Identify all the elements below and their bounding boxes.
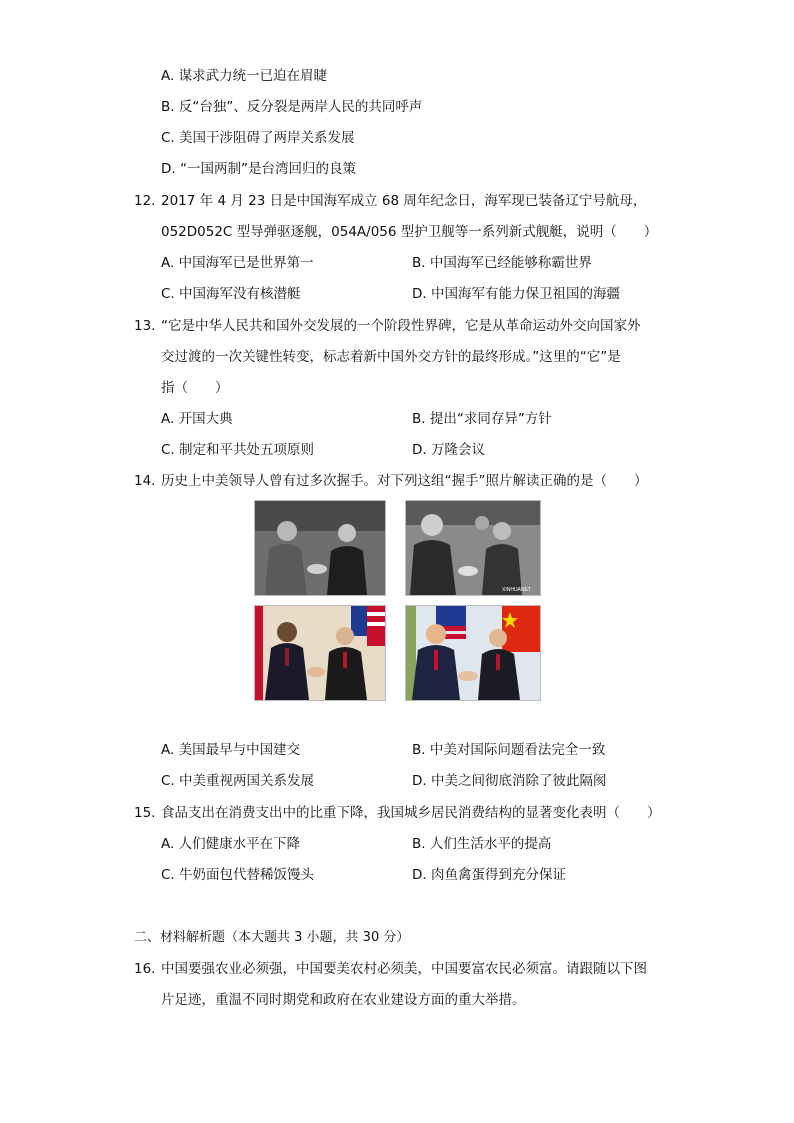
q15-option-b: B. 人们生活水平的提高 [412,836,552,852]
q14-option-c: C. 中美重视两国关系发展 [161,773,315,789]
q15-option-c: C. 牛奶面包代替稀饭馒头 [161,867,315,883]
q12-option-b: B. 中国海军已经能够称霸世界 [412,255,592,271]
q12-number: 12. [134,193,156,209]
q12-option-a: A. 中国海军已是世界第一 [161,255,314,271]
q11-option-a: A. 谋求武力统一已迫在眉睫 [161,68,328,84]
q14-option-d: D. 中美之间彻底消除了彼此隔阂 [412,773,607,789]
q13-option-a: A. 开国大典 [161,411,233,427]
handshake-photo-4-image [406,606,540,700]
handshake-photo-1-image [255,501,385,595]
q13-stem-line3: 指（ ） [161,380,229,396]
handshake-photo-1 [254,500,386,596]
q16-stem-line1: 中国要强农业必须强，中国要美农村必须美，中国要富农民必须富。请跟随以下图 [161,961,647,977]
q14-option-b: B. 中美对国际问题看法完全一致 [412,742,606,758]
q14-stem: 历史上中美领导人曾有过多次握手。对下列这组“握手”照片解读正确的是（ ） [161,473,648,489]
q14-number: 14. [134,473,156,489]
q13-stem-line2: 交过渡的一次关键性转变，标志着新中国外交方针的最终形成。”这里的“它”是 [161,349,621,365]
section-2-heading: 二、材料解析题（本大题共 3 小题，共 30 分） [134,930,410,945]
xinhuanet-watermark: XINHUANET [502,587,531,593]
q13-option-d: D. 万隆会议 [412,442,485,458]
q11-option-c: C. 美国干涉阻碍了两岸关系发展 [161,130,355,146]
q15-option-a: A. 人们健康水平在下降 [161,836,301,852]
handshake-photo-4 [405,605,541,701]
handshake-photo-3 [254,605,386,701]
q11-option-b: B. 反“台独”、反分裂是两岸人民的共同呼声 [161,99,423,115]
q12-option-c: C. 中国海军没有核潜艇 [161,286,301,302]
handshake-photo-2-image [406,501,540,595]
q12-stem-line2: 052D052C 型导弹驱逐舰，054A/056 型护卫舰等一系列新式舰艇，说明（ ） [161,224,658,240]
q16-stem-line2: 片足迹，重温不同时期党和政府在农业建设方面的重大举措。 [161,992,526,1008]
q15-option-d: D. 肉鱼禽蛋得到充分保证 [412,867,566,883]
q13-number: 13. [134,318,156,334]
handshake-photo-2 [405,500,541,596]
q13-option-b: B. 提出“求同存异”方针 [412,411,552,427]
q16-number: 16. [134,961,156,977]
q12-stem-line1: 2017 年 4 月 23 日是中国海军成立 68 周年纪念日，海军现已装备辽宁号航母， [161,193,647,209]
q12-option-d: D. 中国海军有能力保卫祖国的海疆 [412,286,620,302]
handshake-photo-3-image [255,606,385,700]
q13-option-c: C. 制定和平共处五项原则 [161,442,315,458]
q15-number: 15. [134,805,156,821]
q14-option-a: A. 美国最早与中国建交 [161,742,301,758]
q11-option-d: D. “一国两制”是台湾回归的良策 [161,161,356,177]
q15-stem: 食品支出在消费支出中的比重下降，我国城乡居民消费结构的显著变化表明（ ） [161,805,661,821]
q13-stem-line1: “它是中华人民共和国外交发展的一个阶段性界碑，它是从革命运动外交向国家外 [161,318,641,334]
